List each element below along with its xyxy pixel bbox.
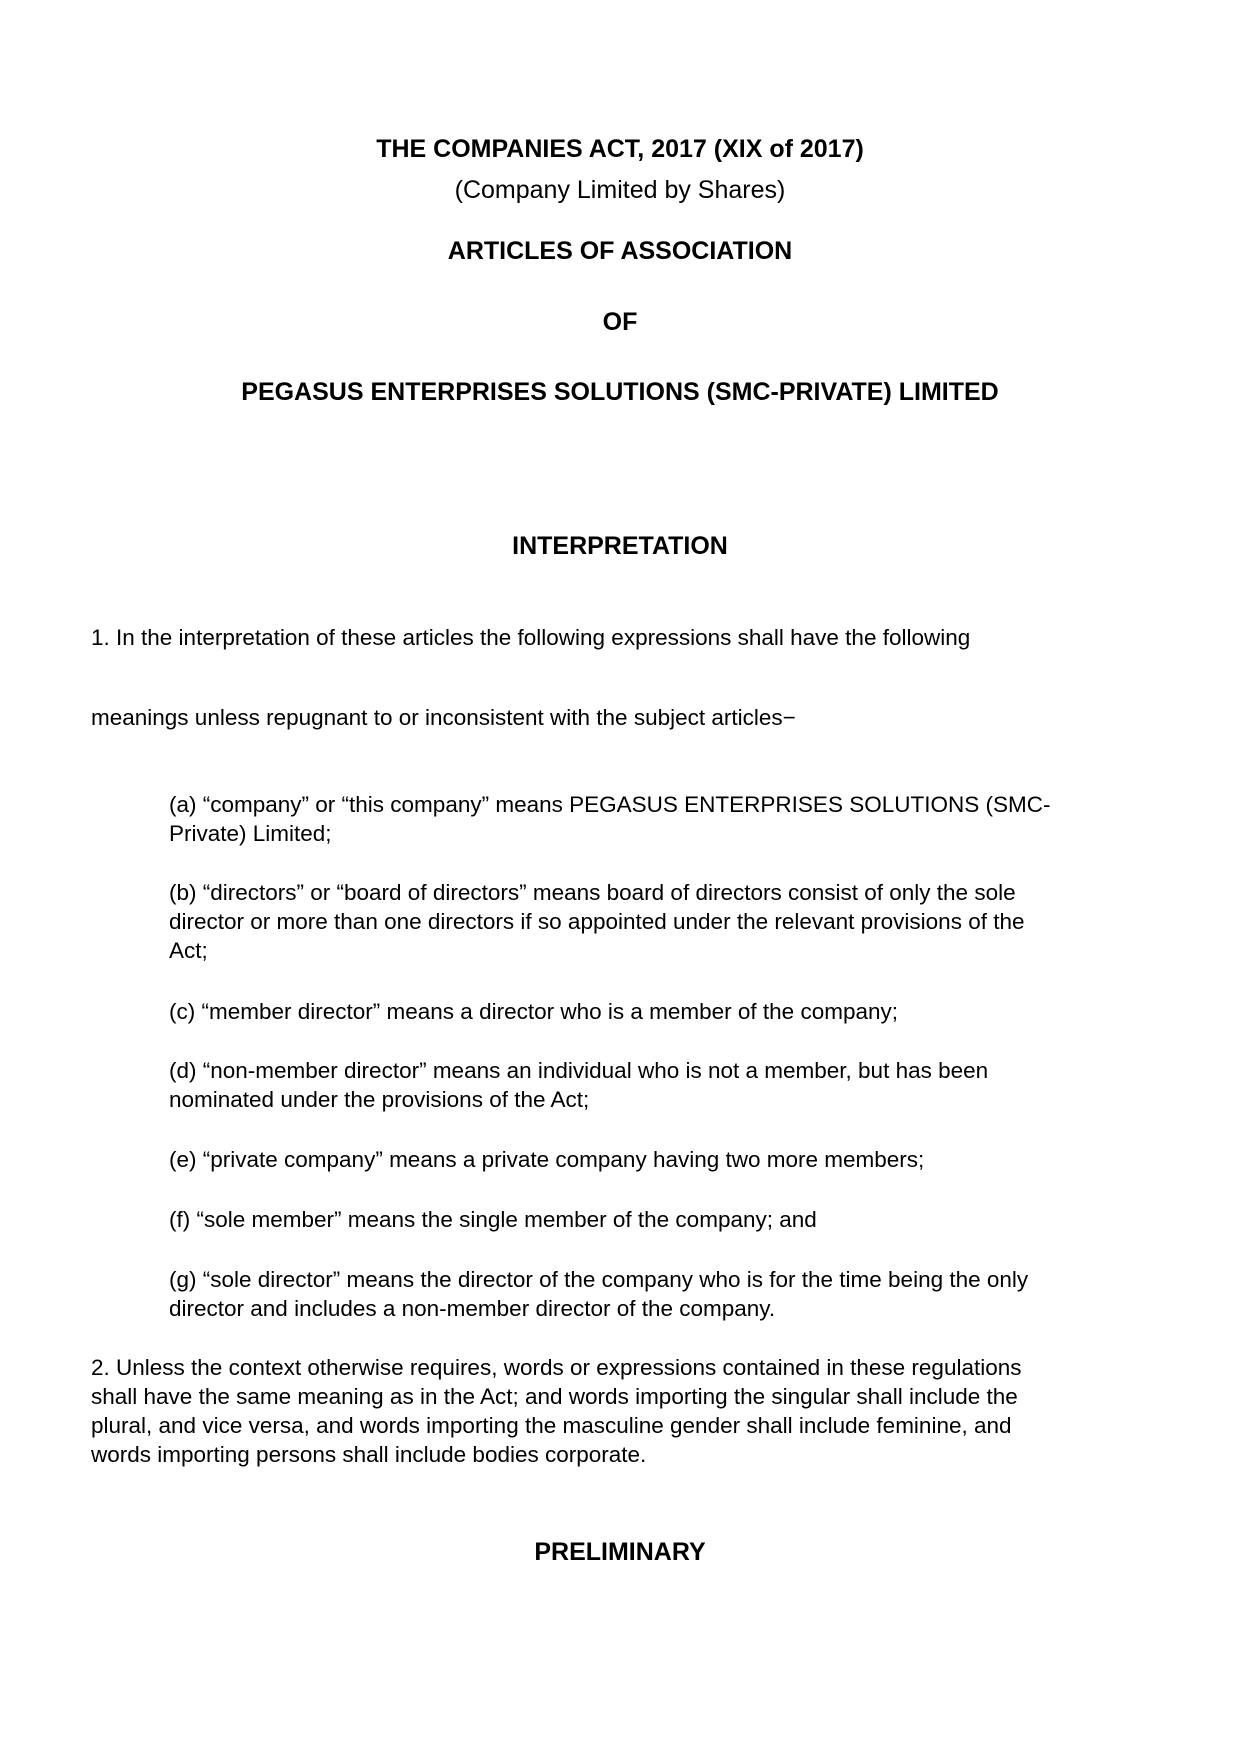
company-type: (Company Limited by Shares) xyxy=(454,176,786,204)
clause-1-line-1: 1. In the interpretation of these articles the following expressions shall have the following xyxy=(91,625,971,650)
definition-b xyxy=(169,878,1159,965)
definition-line: nominated under the provisions of the Act; xyxy=(169,1087,590,1112)
definition-f xyxy=(169,1205,1159,1234)
definition-line: (g) “sole director” means the director of the company who is for the time being the only xyxy=(169,1267,1029,1292)
definition-e xyxy=(169,1145,1159,1174)
definition-line: (c) “member director” means a director who is a member of the company; xyxy=(169,999,898,1024)
definition-line: director or more than one directors if so appointed under the relevant provisions of the xyxy=(169,909,1025,934)
definition-c xyxy=(169,997,1159,1026)
clause-2-line: shall have the same meaning as in the Act; and words importing the singular shall include the xyxy=(91,1384,1018,1409)
definition-d xyxy=(169,1056,1159,1114)
definition-a xyxy=(169,790,1159,848)
definition-line: (d) “non-member director” means an individual who is not a member, but has been xyxy=(169,1058,989,1083)
definition-line: (e) “private company” means a private company having two more members; xyxy=(169,1147,925,1172)
definition-g xyxy=(169,1265,1159,1323)
clause-1-line-2: meanings unless repugnant to or inconsistent with the subject articles− xyxy=(91,705,796,730)
clause-2-line: plural, and vice versa, and words importing the masculine gender shall include feminine, and xyxy=(91,1413,1012,1438)
preliminary-heading: PRELIMINARY xyxy=(534,1538,706,1566)
definition-line: (b) “directors” or “board of directors” means board of directors consist of only the sole xyxy=(169,880,1016,905)
of-word: OF xyxy=(602,308,638,336)
act-title: THE COMPANIES ACT, 2017 (XIX of 2017) xyxy=(376,135,864,163)
clause-2-line: 2. Unless the context otherwise requires, words or expressions contained in these regulations xyxy=(91,1355,1022,1380)
company-name: PEGASUS ENTERPRISES SOLUTIONS (SMC-PRIVATE) LIMITED xyxy=(241,378,999,406)
articles-title: ARTICLES OF ASSOCIATION xyxy=(447,237,793,265)
definition-line: Private) Limited; xyxy=(169,821,332,846)
clause-2-line: words importing persons shall include bodies corporate. xyxy=(91,1442,647,1467)
definition-line: (f) “sole member” means the single member of the company; and xyxy=(169,1207,817,1232)
clause-2 xyxy=(91,1353,1022,1469)
definition-line: Act; xyxy=(169,938,208,963)
interpretation-heading: INTERPRETATION xyxy=(512,532,728,560)
definition-line: director and includes a non-member director of the company. xyxy=(169,1296,776,1321)
definition-line: (a) “company” or “this company” means PEGASUS ENTERPRISES SOLUTIONS (SMC- xyxy=(169,792,1051,817)
